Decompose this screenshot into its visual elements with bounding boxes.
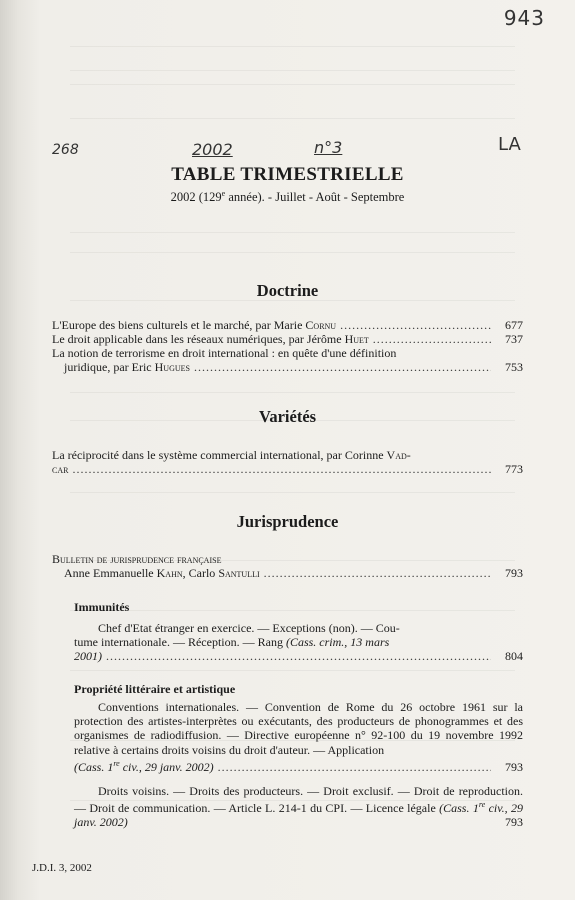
section-heading-varietes: Variétés: [258, 407, 317, 426]
leader-dots: [194, 360, 491, 374]
footer-journal-ref: J.D.I. 3, 2002: [32, 862, 92, 874]
toc-entry[interactable]: [52, 552, 523, 580]
toc-entry-page: 793: [505, 759, 523, 774]
page-title: TABLE TRIMESTRIELLE: [171, 164, 404, 185]
subsection-heading-immunites: Immunités: [74, 600, 130, 614]
toc-entry-title-line: La notion de terrorisme en droit international : en quête d'une définition: [52, 346, 397, 360]
handwritten-tag: LA: [498, 134, 521, 155]
handwritten-year: 2002: [192, 140, 233, 159]
toc-entry-title: 2001): [74, 649, 102, 663]
leader-dots: [106, 649, 491, 663]
section-heading-jurisprudence: Jurisprudence: [236, 512, 339, 531]
toc-entry-title-line: Bulletin de jurisprudence française: [52, 552, 222, 566]
toc-entry[interactable]: [52, 346, 523, 374]
toc-paragraph-entry[interactable]: [74, 700, 523, 774]
toc-entry-title-line: La réciprocité dans le système commercial international, par Corinne Vad-: [52, 448, 411, 462]
handwritten-number: 268: [52, 142, 79, 158]
subsection-heading-propriete: Propriété littéraire et artistique: [74, 682, 236, 696]
toc-entry-title-line: Chef d'Etat étranger en exercice. — Exceptions (non). — Cou-: [98, 621, 400, 635]
leader-dots: [340, 318, 491, 332]
page-subtitle: 2002 (129e année). - Juillet - Août - Septembre: [170, 189, 405, 205]
toc-entry-page: 793: [505, 815, 523, 830]
toc-paragraph-text: Droits voisins. — Droits des producteurs. — Droit exclusif. — Droit de reproduction. — Droit de communication. — Article L. 214-1 du CPI. — Licence légale (Cass. 1re civ., 29 janv. 2002): [74, 784, 524, 830]
toc-entry-page: 677: [505, 318, 523, 332]
toc-entry-title-line: tume internationale. — Réception. — Rang (Cass. crim., 13 mars: [74, 635, 390, 649]
toc-entry[interactable]: [52, 448, 523, 476]
leader-dots: [72, 462, 491, 476]
case-citation: (Cass. 1re civ., 29 janv. 2002): [74, 758, 214, 774]
toc-entry[interactable]: [52, 332, 523, 346]
toc-entry-title: car: [52, 462, 69, 476]
leader-dots: [218, 760, 491, 774]
toc-entry-page: 773: [505, 462, 523, 476]
toc-paragraph-entry[interactable]: [74, 784, 523, 830]
toc-paragraph-text: Conventions internationales. — Convention de Rome du 26 octobre 1961 sur la protection des artistes-interprètes ou exécutants, des producteurs de phonogrammes et des organismes de radiodiffusion. — Directive européenne n° 92-100 du 19 novembre 1992 relative à certains droits voisins du droit d'auteur. — Application: [74, 700, 523, 757]
toc-entry[interactable]: [52, 318, 523, 332]
toc-entry-title: Anne Emmanuelle Kahn, Carlo Santulli: [64, 566, 260, 580]
handwritten-page-number: 943: [503, 6, 545, 30]
toc-entry-title: Le droit applicable dans les réseaux numériques, par Jérôme Huet: [52, 332, 369, 346]
leader-dots: [264, 566, 491, 580]
toc-entry-page: 804: [505, 649, 523, 663]
toc-entry[interactable]: [74, 621, 523, 663]
handwritten-issue: n°3: [314, 138, 343, 157]
toc-entry-page: 753: [505, 360, 523, 374]
leader-dots: [373, 332, 491, 346]
toc-entry-title: L'Europe des biens culturels et le marché, par Marie Cornu: [52, 318, 337, 332]
toc-entry-page: 737: [505, 332, 523, 346]
section-heading-doctrine: Doctrine: [256, 281, 319, 300]
toc-entry-title: juridique, par Eric Hugues: [64, 360, 190, 374]
toc-entry-page: 793: [505, 566, 523, 580]
